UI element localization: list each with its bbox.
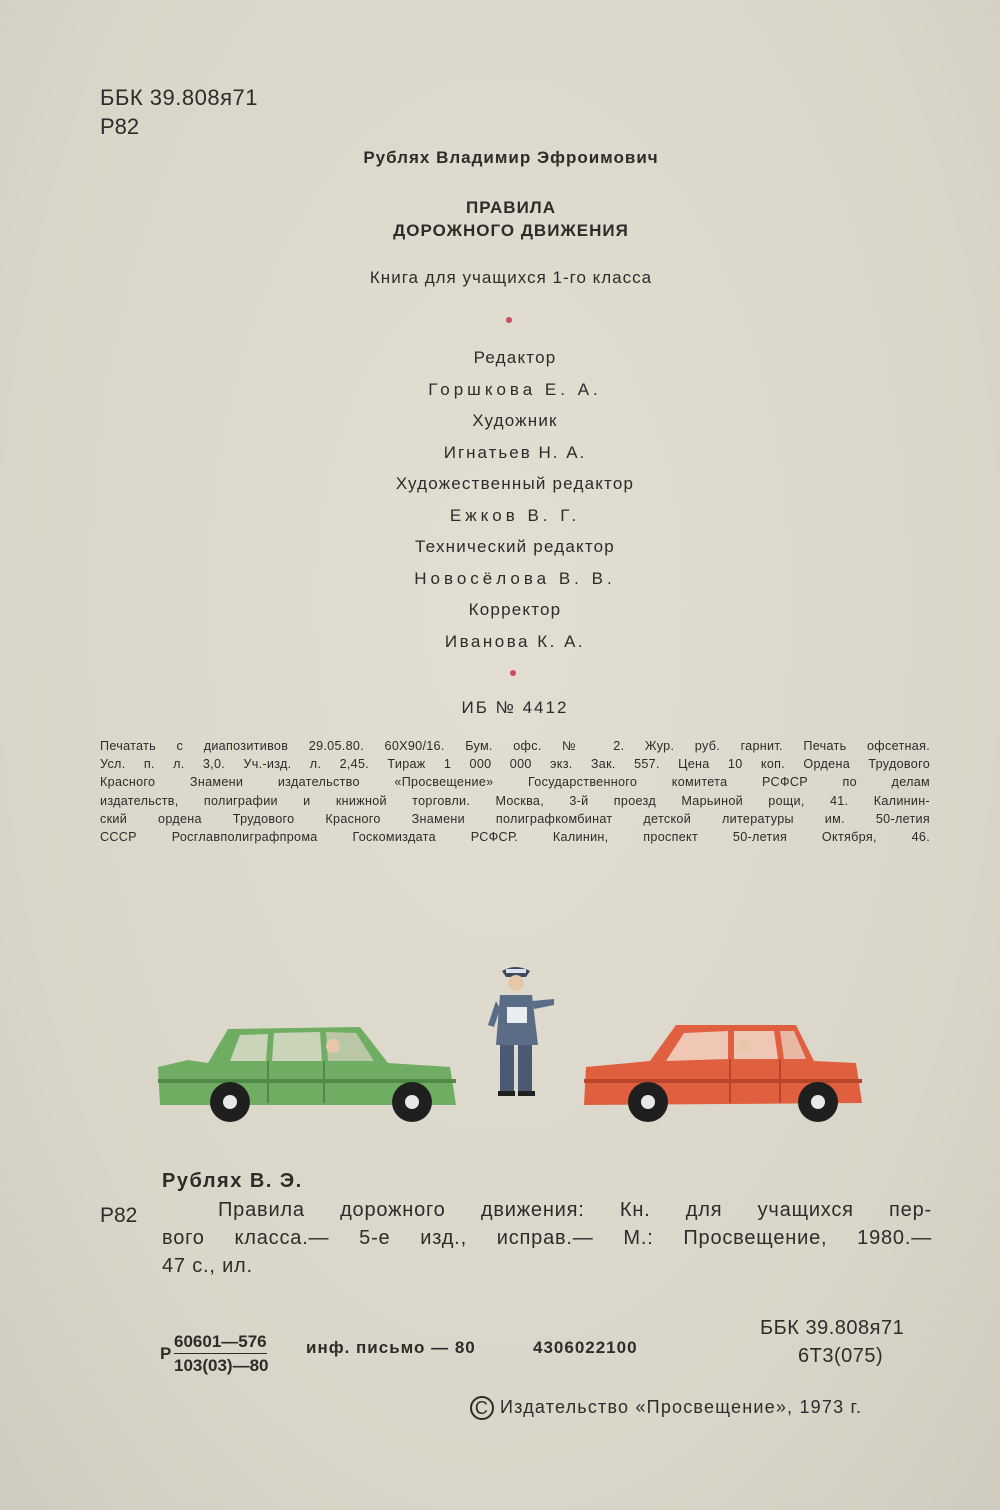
book-title: [0, 196, 1000, 242]
ib-number: ИБ № 4412: [461, 698, 569, 717]
copyright-line: [470, 1396, 862, 1420]
bbk-index: ББК 39.808я71: [100, 85, 258, 110]
fraction-numerator: 60601—576: [174, 1332, 267, 1354]
imprint-line: Красного Знамени издательство «Просвещение» Государственного комитета РСФСР по делам: [100, 775, 930, 790]
credit-role-tech-editor: Технический редактор: [415, 537, 615, 556]
credit-name-artist: Игнатьев Н. А.: [443, 442, 587, 462]
imprint-line: издательств, полиграфии и книжной торговли. Москва, 3-й проезд Марьиной рощи, 41. Калинин-: [100, 793, 930, 808]
catalog-udk: 6Т3(075): [798, 1345, 884, 1367]
info-letter: инф. письмо — 80: [306, 1338, 476, 1357]
catalog-code: Р82: [100, 1204, 138, 1227]
separator-dot: [510, 670, 516, 676]
catalog-author: Рублях В. Э.: [162, 1170, 303, 1192]
fraction-prefix: Р: [160, 1344, 172, 1363]
imprint-line: Усл. п. л. 3,0. Уч.-изд. л. 2,45. Тираж 1 000 000 экз. Зак. 557. Цена 10 коп. Ордена Трудового: [100, 757, 930, 772]
credit-role-art-editor: Художественный редактор: [395, 474, 635, 493]
fraction-denominator: 103(03)—80: [174, 1356, 269, 1375]
credits-block: [0, 342, 1000, 657]
author-full-name: Рублях Владимир Эфроимович: [363, 148, 659, 167]
credit-name-art-editor: Ежков В. Г.: [449, 505, 581, 525]
traffic-illustration: [150, 955, 870, 1130]
copyright-text: Издательство «Просвещение», 1973 г.: [500, 1396, 863, 1417]
catalog-description: [162, 1196, 932, 1280]
credit-role-proofreader: Корректор: [468, 600, 562, 619]
imprint-line: ский ордена Трудового Красного Знамени полиграфкомбинат детской литературы им. 50-летия: [100, 811, 930, 826]
credit-name-proofreader: Иванова К. А.: [444, 631, 586, 651]
book-title-line-2: ДОРОЖНОГО ДВИЖЕНИЯ: [393, 221, 629, 240]
imprint-line: СССР Росглавполиграфпрома Госкомиздата РСФСР. Калинин, проспект 50-летия Октября, 46.: [100, 830, 930, 845]
catalog-bbk: [760, 1314, 904, 1370]
author-code: Р82: [100, 114, 140, 139]
separator-dot: [506, 317, 512, 323]
traffic-officer-illustration: [488, 967, 554, 1096]
imprint-block: [100, 737, 930, 846]
catalog-number: 4306022100: [533, 1338, 638, 1357]
catalog-desc-line-2: вого класса.— 5-е изд., исправ.— М.: Просвещение, 1980.—: [162, 1227, 932, 1249]
catalog-desc-line-3: 47 с., ил.: [162, 1255, 253, 1277]
red-car-illustration: [584, 1025, 862, 1122]
credit-name-editor: Горшкова Е. А.: [428, 379, 602, 399]
green-car-illustration: [158, 1027, 456, 1122]
book-subtitle: Книга для учащихся 1-го класса: [369, 268, 653, 287]
catalog-bbk-index: ББК 39.808я71: [760, 1317, 905, 1339]
catalog-desc-line-1: Правила дорожного движения: Кн. для учащихся пер-: [218, 1199, 932, 1221]
credit-name-tech-editor: Новосёлова В. В.: [414, 568, 616, 588]
credit-role-editor: Редактор: [473, 348, 557, 367]
copyright-icon: C: [470, 1396, 494, 1420]
imprint-line: Печатать с диапозитивов 29.05.80. 60X90/16. Бум. офс. № 2. Жур. руб. гарнит. Печать офсетная.: [100, 739, 930, 753]
credit-role-artist: Художник: [472, 411, 558, 430]
book-title-line-1: ПРАВИЛА: [465, 198, 557, 217]
